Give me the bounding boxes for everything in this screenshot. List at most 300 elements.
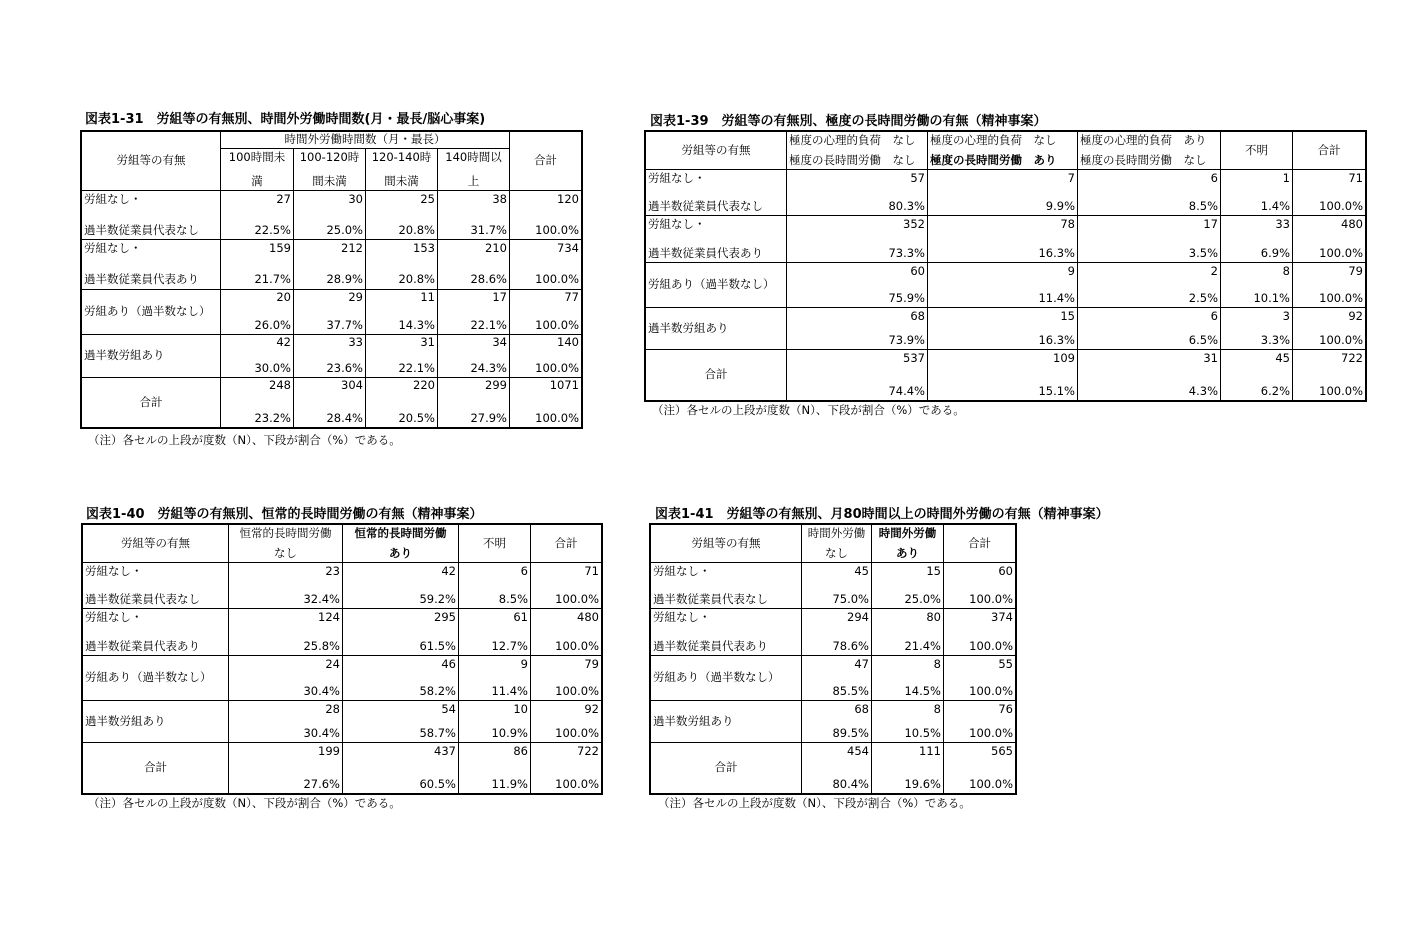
value-cell — [944, 609, 1016, 656]
count-value: 294 — [847, 609, 869, 624]
row-label: 労組あり（過半数なし） — [646, 263, 787, 308]
value-cell — [294, 334, 366, 377]
value-cell — [944, 743, 1016, 794]
count-value: 27 — [276, 191, 291, 206]
percent-value: 28.9% — [326, 272, 363, 287]
percent-value: 28.6% — [470, 272, 507, 287]
count-value: 46 — [441, 656, 456, 671]
table-1-31 — [81, 131, 582, 428]
percent-value: 59.2% — [419, 592, 456, 606]
table-1-41 — [650, 524, 1016, 794]
table-1-39-title: 図表1-39 労組等の有無別、極度の長時間労働の有無（精神事案） — [650, 114, 1047, 129]
value-cell — [802, 609, 872, 656]
percent-value: 15.1% — [1038, 384, 1075, 398]
percent-value: 11.4% — [491, 684, 528, 698]
percent-value: 10.9% — [491, 726, 528, 740]
value-cell — [1293, 350, 1366, 401]
percent-value: 8.5% — [498, 592, 528, 606]
percent-value: 26.0% — [254, 317, 291, 332]
percent-value: 16.3% — [1038, 333, 1075, 347]
percent-value: 100.0% — [1319, 291, 1363, 305]
value-cell — [459, 701, 531, 743]
count-value: 8 — [933, 701, 941, 716]
row-header: 労組等の有無 — [651, 525, 802, 563]
col-header: 100-120時 間未満 — [294, 149, 366, 191]
value-cell — [294, 191, 366, 240]
percent-value: 60.5% — [419, 777, 456, 791]
table-1-40 — [82, 524, 602, 794]
percent-value: 14.5% — [904, 684, 941, 698]
row-label: 労組あり（過半数なし） — [83, 656, 229, 701]
value-cell — [872, 563, 944, 609]
col-header: 極度の心理的負荷 なし 極度の長時間労働 なし — [787, 132, 928, 170]
value-cell — [221, 377, 294, 427]
count-value: 92 — [1348, 308, 1363, 323]
value-cell — [221, 191, 294, 240]
table-row — [651, 701, 1016, 743]
row-label: 労組なし・ 過半数従業員代表あり — [651, 609, 802, 656]
table-row — [646, 308, 1366, 350]
value-cell — [872, 656, 944, 701]
table-1-31-title: 図表1-31 労組等の有無別、時間外労働時間数(月・最長/脳心事案) — [85, 112, 486, 127]
count-value: 1 — [1282, 170, 1290, 185]
value-cell — [366, 289, 438, 334]
value-cell — [872, 609, 944, 656]
table-1-40-title: 図表1-40 労組等の有無別、恒常的長時間労働の有無（精神事案） — [86, 507, 483, 522]
percent-value: 10.5% — [904, 726, 941, 740]
count-value: 76 — [998, 701, 1013, 716]
unknown-header: 不明 — [459, 525, 531, 563]
count-value: 8 — [933, 656, 941, 671]
value-cell — [1078, 350, 1221, 401]
percent-value: 19.6% — [904, 777, 941, 791]
table-row — [651, 609, 1016, 656]
count-value: 437 — [434, 743, 456, 758]
count-value: 140 — [557, 335, 579, 350]
percent-value: 16.3% — [1038, 246, 1075, 260]
row-header: 労組等の有無 — [82, 132, 221, 191]
count-value: 54 — [441, 701, 456, 716]
value-cell — [531, 743, 602, 794]
value-cell — [872, 701, 944, 743]
table-row — [82, 377, 582, 427]
row-label: 合計 — [82, 377, 221, 427]
count-value: 6 — [1210, 308, 1218, 323]
percent-value: 23.2% — [254, 410, 291, 425]
percent-value: 100.0% — [535, 360, 579, 375]
percent-value: 27.9% — [470, 410, 507, 425]
value-cell — [1078, 216, 1221, 263]
value-cell — [787, 308, 928, 350]
count-value: 722 — [1341, 350, 1363, 365]
percent-value: 100.0% — [535, 223, 579, 238]
percent-value: 3.3% — [1260, 333, 1290, 347]
percent-value: 100.0% — [555, 726, 599, 740]
value-cell — [221, 334, 294, 377]
table-row — [651, 656, 1016, 701]
table-row — [83, 656, 602, 701]
percent-value: 9.9% — [1045, 199, 1075, 213]
value-cell — [229, 701, 343, 743]
count-value: 480 — [1341, 216, 1363, 231]
percent-value: 74.4% — [888, 384, 925, 398]
count-value: 60 — [998, 563, 1013, 578]
table-row — [83, 701, 602, 743]
total-header: 合計 — [510, 132, 582, 191]
value-cell — [510, 377, 582, 427]
percent-value: 22.5% — [254, 223, 291, 238]
value-cell — [221, 289, 294, 334]
value-cell — [944, 563, 1016, 609]
table-1-41-note: （注）各セルの上段が度数（N）、下段が割合（%）である。 — [658, 796, 971, 810]
table-row — [82, 334, 582, 377]
value-cell — [1293, 170, 1366, 216]
percent-value: 11.9% — [491, 777, 528, 791]
row-label: 労組あり（過半数なし） — [651, 656, 802, 701]
percent-value: 27.6% — [303, 777, 340, 791]
count-value: 17 — [492, 290, 507, 305]
count-value: 124 — [318, 609, 340, 624]
percent-value: 100.0% — [1319, 384, 1363, 398]
count-value: 42 — [276, 335, 291, 350]
table-row — [646, 216, 1366, 263]
row-label: 過半数労組あり — [83, 701, 229, 743]
count-value: 153 — [413, 240, 435, 255]
table-row — [646, 350, 1366, 401]
percent-value: 22.1% — [398, 360, 435, 375]
percent-value: 61.5% — [419, 639, 456, 653]
value-cell — [343, 656, 459, 701]
value-cell — [366, 334, 438, 377]
count-value: 42 — [441, 563, 456, 578]
count-value: 248 — [269, 378, 291, 393]
count-value: 77 — [564, 290, 579, 305]
value-cell — [1221, 350, 1293, 401]
count-value: 210 — [485, 240, 507, 255]
value-cell — [944, 656, 1016, 701]
percent-value: 2.5% — [1188, 291, 1218, 305]
count-value: 57 — [910, 170, 925, 185]
count-value: 352 — [903, 216, 925, 231]
count-value: 24 — [325, 656, 340, 671]
table-1-31-note: （注）各セルの上段が度数（N）、下段が割合（%）である。 — [88, 433, 401, 447]
count-value: 45 — [854, 563, 869, 578]
percent-value: 100.0% — [535, 317, 579, 332]
table-1-41-title: 図表1-41 労組等の有無別、月80時間以上の時間外労働の有無（精神事案） — [655, 507, 1109, 522]
count-value: 71 — [584, 563, 599, 578]
count-value: 31 — [1203, 350, 1218, 365]
count-value: 10 — [513, 701, 528, 716]
total-header: 合計 — [531, 525, 602, 563]
count-value: 80 — [926, 609, 941, 624]
row-label: 労組なし・ 過半数従業員代表あり — [83, 609, 229, 656]
table-row — [82, 191, 582, 240]
value-cell — [802, 701, 872, 743]
value-cell — [928, 263, 1078, 308]
percent-value: 32.4% — [303, 592, 340, 606]
count-value: 30 — [348, 191, 363, 206]
count-value: 20 — [276, 290, 291, 305]
percent-value: 25.8% — [303, 639, 340, 653]
percent-value: 6.9% — [1260, 246, 1290, 260]
value-cell — [221, 240, 294, 289]
value-cell — [229, 656, 343, 701]
count-value: 3 — [1282, 308, 1290, 323]
value-cell — [229, 563, 343, 609]
value-cell — [438, 377, 510, 427]
count-value: 71 — [1348, 170, 1363, 185]
value-cell — [366, 191, 438, 240]
row-label: 労組なし・ 過半数従業員代表なし — [646, 170, 787, 216]
percent-value: 21.4% — [904, 639, 941, 653]
count-value: 11 — [420, 290, 435, 305]
value-cell — [872, 743, 944, 794]
percent-value: 30.4% — [303, 684, 340, 698]
value-cell — [294, 289, 366, 334]
percent-value: 78.6% — [832, 639, 869, 653]
count-value: 295 — [434, 609, 456, 624]
percent-value: 100.0% — [969, 777, 1013, 791]
count-value: 34 — [492, 335, 507, 350]
count-value: 79 — [1348, 263, 1363, 278]
value-cell — [1293, 308, 1366, 350]
table-row — [651, 563, 1016, 609]
value-cell — [1078, 170, 1221, 216]
row-header: 労組等の有無 — [83, 525, 229, 563]
value-cell — [1221, 216, 1293, 263]
row-label: 労組なし・ 過半数従業員代表なし — [651, 563, 802, 609]
count-value: 61 — [513, 609, 528, 624]
table-row — [82, 289, 582, 334]
count-value: 565 — [991, 743, 1013, 758]
col-header: 極度の心理的負荷 あり 極度の長時間労働 なし — [1078, 132, 1221, 170]
count-value: 480 — [577, 609, 599, 624]
value-cell — [343, 701, 459, 743]
value-cell — [802, 656, 872, 701]
percent-value: 8.5% — [1188, 199, 1218, 213]
percent-value: 3.5% — [1188, 246, 1218, 260]
table-1-39-note: （注）各セルの上段が度数（N）、下段が割合（%）である。 — [652, 403, 965, 417]
percent-value: 80.3% — [888, 199, 925, 213]
count-value: 47 — [854, 656, 869, 671]
value-cell — [531, 656, 602, 701]
count-value: 120 — [557, 191, 579, 206]
count-value: 68 — [854, 701, 869, 716]
count-value: 55 — [998, 656, 1013, 671]
percent-value: 25.0% — [326, 223, 363, 238]
count-value: 159 — [269, 240, 291, 255]
percent-value: 80.4% — [832, 777, 869, 791]
percent-value: 85.5% — [832, 684, 869, 698]
row-label: 労組あり（過半数なし） — [82, 289, 221, 334]
percent-value: 14.3% — [398, 317, 435, 332]
row-label: 過半数労組あり — [646, 308, 787, 350]
row-label: 合計 — [83, 743, 229, 794]
row-label: 合計 — [646, 350, 787, 401]
value-cell — [366, 240, 438, 289]
col-header: 100時間未 満 — [221, 149, 294, 191]
value-cell — [787, 170, 928, 216]
value-cell — [928, 216, 1078, 263]
count-value: 8 — [1282, 263, 1290, 278]
percent-value: 100.0% — [1319, 333, 1363, 347]
percent-value: 58.7% — [419, 726, 456, 740]
col-header: 時間外労働 なし — [802, 525, 872, 563]
count-value: 33 — [1275, 216, 1290, 231]
table-row — [82, 240, 582, 289]
count-value: 17 — [1203, 216, 1218, 231]
col-header: 恒常的長時間労働 なし — [229, 525, 343, 563]
count-value: 31 — [420, 335, 435, 350]
percent-value: 75.9% — [888, 291, 925, 305]
percent-value: 100.0% — [969, 592, 1013, 606]
count-value: 86 — [513, 743, 528, 758]
value-cell — [229, 743, 343, 794]
value-cell — [1293, 263, 1366, 308]
value-cell — [1293, 216, 1366, 263]
value-cell — [510, 240, 582, 289]
percent-value: 100.0% — [555, 684, 599, 698]
count-value: 33 — [348, 335, 363, 350]
value-cell — [510, 334, 582, 377]
percent-value: 20.8% — [398, 223, 435, 238]
percent-value: 100.0% — [535, 272, 579, 287]
value-cell — [928, 350, 1078, 401]
value-cell — [531, 701, 602, 743]
count-value: 15 — [1060, 308, 1075, 323]
count-value: 6 — [1210, 170, 1218, 185]
value-cell — [787, 263, 928, 308]
percent-value: 100.0% — [535, 410, 579, 425]
count-value: 304 — [341, 378, 363, 393]
value-cell — [438, 334, 510, 377]
count-value: 722 — [577, 743, 599, 758]
table-row — [83, 563, 602, 609]
count-value: 454 — [847, 743, 869, 758]
count-value: 25 — [420, 191, 435, 206]
percent-value: 30.0% — [254, 360, 291, 375]
percent-value: 6.5% — [1188, 333, 1218, 347]
value-cell — [229, 609, 343, 656]
row-label: 労組なし・ 過半数従業員代表なし — [83, 563, 229, 609]
percent-value: 100.0% — [1319, 199, 1363, 213]
table-row — [646, 170, 1366, 216]
value-cell — [531, 609, 602, 656]
percent-value: 20.8% — [398, 272, 435, 287]
value-cell — [510, 289, 582, 334]
percent-value: 24.3% — [470, 360, 507, 375]
row-label: 過半数労組あり — [651, 701, 802, 743]
percent-value: 100.0% — [969, 726, 1013, 740]
table-1-39 — [645, 131, 1366, 401]
percent-value: 1.4% — [1260, 199, 1290, 213]
count-value: 68 — [910, 308, 925, 323]
value-cell — [343, 743, 459, 794]
col-header: 140時間以 上 — [438, 149, 510, 191]
percent-value: 100.0% — [555, 777, 599, 791]
value-cell — [294, 240, 366, 289]
value-cell — [294, 377, 366, 427]
row-header: 労組等の有無 — [646, 132, 787, 170]
count-value: 9 — [520, 656, 528, 671]
percent-value: 100.0% — [555, 639, 599, 653]
total-header: 合計 — [944, 525, 1016, 563]
table-row — [651, 743, 1016, 794]
percent-value: 75.0% — [832, 592, 869, 606]
value-cell — [510, 191, 582, 240]
value-cell — [343, 563, 459, 609]
count-value: 29 — [348, 290, 363, 305]
count-value: 2 — [1210, 263, 1218, 278]
value-cell — [802, 563, 872, 609]
count-value: 6 — [520, 563, 528, 578]
value-cell — [459, 743, 531, 794]
percent-value: 89.5% — [832, 726, 869, 740]
percent-value: 100.0% — [555, 592, 599, 606]
table-row — [646, 263, 1366, 308]
unknown-header: 不明 — [1221, 132, 1293, 170]
count-value: 537 — [903, 350, 925, 365]
value-cell — [1221, 308, 1293, 350]
value-cell — [531, 563, 602, 609]
count-value: 220 — [413, 378, 435, 393]
count-value: 109 — [1053, 350, 1075, 365]
value-cell — [802, 743, 872, 794]
count-value: 7 — [1067, 170, 1075, 185]
percent-value: 22.1% — [470, 317, 507, 332]
table-row — [83, 743, 602, 794]
count-value: 60 — [910, 263, 925, 278]
percent-value: 25.0% — [904, 592, 941, 606]
table-row — [83, 609, 602, 656]
value-cell — [459, 656, 531, 701]
count-value: 299 — [485, 378, 507, 393]
percent-value: 37.7% — [326, 317, 363, 332]
percent-value: 28.4% — [326, 410, 363, 425]
percent-value: 23.6% — [326, 360, 363, 375]
percent-value: 31.7% — [470, 223, 507, 238]
count-value: 1071 — [549, 378, 579, 393]
value-cell — [1221, 170, 1293, 216]
group-header: 時間外労働時間数（月・最長） — [221, 132, 510, 149]
percent-value: 100.0% — [1319, 246, 1363, 260]
count-value: 9 — [1067, 263, 1075, 278]
count-value: 15 — [926, 563, 941, 578]
value-cell — [1221, 263, 1293, 308]
percent-value: 4.3% — [1188, 384, 1218, 398]
value-cell — [459, 563, 531, 609]
percent-value: 10.1% — [1253, 291, 1290, 305]
total-header: 合計 — [1293, 132, 1366, 170]
count-value: 23 — [325, 563, 340, 578]
value-cell — [928, 170, 1078, 216]
col-header: 極度の心理的負荷 なし 極度の長時間労働 あり — [928, 132, 1078, 170]
row-label: 労組なし・ 過半数従業員代表あり — [82, 240, 221, 289]
percent-value: 73.9% — [888, 333, 925, 347]
count-value: 111 — [919, 743, 941, 758]
percent-value: 100.0% — [969, 639, 1013, 653]
value-cell — [366, 377, 438, 427]
count-value: 199 — [318, 743, 340, 758]
count-value: 45 — [1275, 350, 1290, 365]
value-cell — [438, 289, 510, 334]
percent-value: 20.5% — [398, 410, 435, 425]
count-value: 92 — [584, 701, 599, 716]
value-cell — [944, 701, 1016, 743]
count-value: 28 — [325, 701, 340, 716]
count-value: 38 — [492, 191, 507, 206]
table-1-40-note: （注）各セルの上段が度数（N）、下段が割合（%）である。 — [88, 796, 401, 810]
